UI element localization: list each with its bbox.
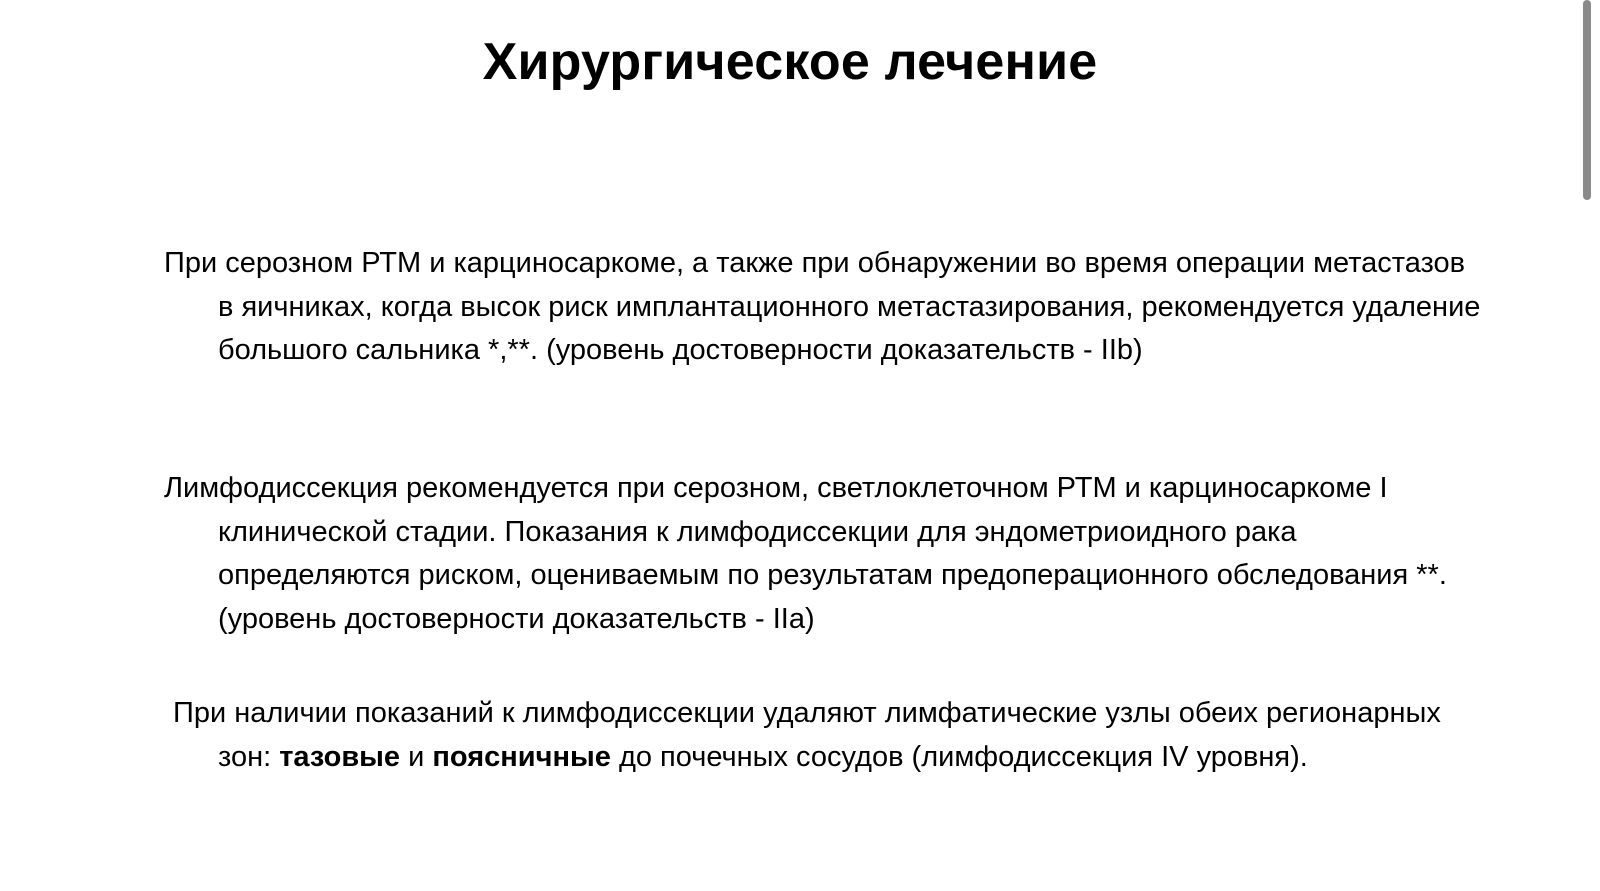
p3-bold-pelvic: тазовые (279, 740, 401, 773)
p3-text-2: и (400, 740, 433, 773)
p3-text-1: При наличии показаний к лимфодиссекции удаляют лимфатические узлы обеих регионарных зон: (173, 697, 1441, 773)
slide-title: Хирургическое лечение (482, 33, 1098, 91)
p3-bold-lumbar: поясничные (432, 740, 611, 773)
paragraph-lymphadenectomy-indications: Лимфодиссекция рекомендуется при серозном, светлоклеточном РТМ и карциносаркоме I клинической стадии. Показания к лимфодиссекции для эндометриоидного рака определяются риском, оцениваемым по результатам предоперационного обследования **. (уровень достоверности доказательств - IIa) (164, 472, 1447, 635)
vertical-scrollbar[interactable] (1578, 0, 1600, 891)
paragraph-lymph-node-zones (173, 692, 1488, 779)
paragraph-omentectomy: При серозном РТМ и карциносаркоме, а также при обнаружении во время операции метастазов в яичниках, когда высок риск имплантационного метастазирования, рекомендуется удаление большого сальника *,**. (уровень достоверности доказательств - IIb) (164, 247, 1481, 366)
p3-text-3: до почечных сосудов (лимфодиссекция IV уровня). (610, 740, 1308, 773)
scrollbar-thumb[interactable] (1583, 0, 1591, 200)
